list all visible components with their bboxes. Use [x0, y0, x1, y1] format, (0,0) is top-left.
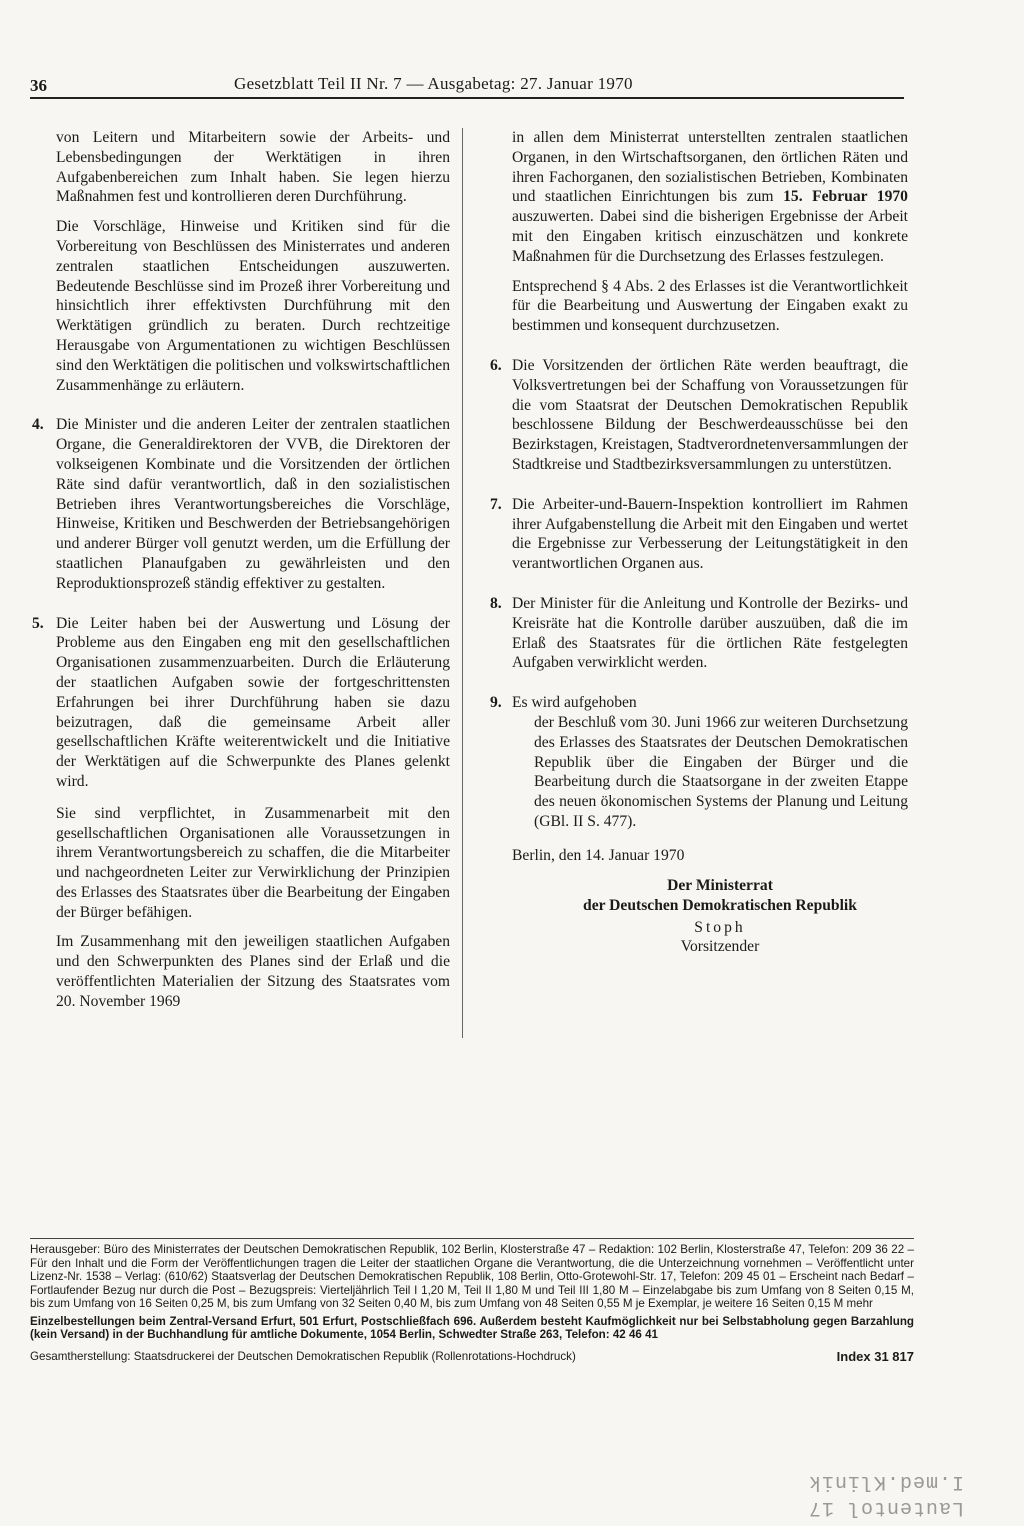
- column-divider: [462, 128, 463, 1038]
- list-item: [490, 495, 908, 574]
- page-number: 36: [30, 76, 47, 95]
- imprint-index: Index 31 817: [836, 1348, 914, 1364]
- right-column: [490, 128, 908, 957]
- item-text: Der Minister für die Anleitung und Kontrolle der Bezirks- und Kreisräte hat die Kontrolle darüber auszuüben, daß die im Erlaß des Staatsrates für die örtlichen Räte festgelegten Aufgaben verwirklicht werden.: [512, 594, 908, 672]
- list-item: [490, 594, 908, 673]
- item-text: Die Leiter haben bei der Auswertung und Lösung der Probleme aus den Eingaben eng mit den gesellschaftlichen Organisationen zusammenzuarbeiten. Durch die Erläuterung der staatlichen Aufgaben sowie der fortgeschrittensten Erfahrungen bei ihrer Durchführung haben sie dazu beizutragen, daß die gemeinsame Arbeit aller gesellschaftlichen Kräfte weiterentwickelt und die Initiative der Werktätigen auf die Schwerpunkte des Planes gelenkt wird.: [56, 614, 450, 790]
- item-number: 8.: [490, 594, 502, 612]
- deadline-date: 15. Februar 1970: [783, 188, 908, 206]
- item-text: Die Vorsitzenden der örtlichen Räte werden beauftragt, die Volksvertretungen bei der Schaffung von Voraussetzungen für die vom Staatsrat der Deutschen Demokratischen Republik beschlossene Bildung der Beschwerdeausschüsse bei den Bezirkstagen, Kreistagen, Stadtverordnetenversammlungen der Stadtkreise und Stadtbezirksversammlungen zu unterstützen.: [512, 356, 908, 473]
- signature-block: [512, 876, 908, 958]
- stamp-line: I.med.Klinik: [807, 1470, 964, 1493]
- item-number: 4.: [32, 416, 44, 434]
- text-run: in allen dem Ministerrat unterstellten zentralen staatlichen Organen, in den Wirtschaftsorganen, den örtlichen Räten und ihren Fachorganen, den sozialistischen Betrieben, Kombinaten und staatlichen Einrichtungen bis zum: [512, 129, 908, 206]
- list-item: [490, 356, 908, 475]
- imprint: [30, 1238, 914, 1363]
- imprint-footer-row: [30, 1350, 914, 1364]
- left-column: [32, 128, 450, 1022]
- signature-org: der Deutschen Demokratischen Republik: [583, 896, 857, 914]
- text-run: auszuwerten. Dabei sind die bisherigen Ergebnisse der Arbeit mit den Eingaben kritisch einzuschätzen und konkrete Maßnahmen für die Durchsetzung des Erlasses festzulegen.: [512, 208, 908, 265]
- paragraph: [512, 128, 908, 267]
- signatory-title: Vorsitzender: [680, 938, 760, 956]
- signature-org: Der Ministerrat: [667, 876, 773, 894]
- item-text: Die Minister und die anderen Leiter der zentralen staatlichen Organe, die Generaldirektoren der VVB, die Direktoren der volkseigenen Kombinate und die Vorsitzenden der örtlichen Räte sind dafür verantwortlich, daß in den sozialistischen Betrieben ihres Verantwortungsbereiches die Vorschläge, Hinweise, Kritiken und Beschwerden der Betriebsangehörigen und anderer Bürger voll genutzt werden, um die Erfüllung der staatlichen Planaufgaben zu gewährleisten und den Reproduktionsprozeß ständig effektiver zu gestalten.: [56, 416, 450, 592]
- imprint-printer: Gesamtherstellung: Staatsdruckerei der Deutschen Demokratischen Republik (Rollenrotations-Hochdruck): [30, 1349, 576, 1363]
- library-stamp: [664, 1468, 964, 1520]
- paragraph: Im Zusammenhang mit den jeweiligen staatlichen Aufgaben und den Schwerpunkten des Planes sind der Erlaß und die veröffentlichten Materialien der Sitzung des Staatsrates vom 20. November 1969: [56, 933, 450, 1010]
- header-rule: [30, 97, 904, 99]
- imprint-orders: Einzelbestellungen beim Zentral-Versand Erfurt, 501 Erfurt, Postschließfach 696. Außerdem besteht Kaufmöglichkeit nur bei Selbstabholung gegen Barzahlung (kein Versand) in der Buchhandlung für amtliche Dokumente, 1054 Berlin, Schwedter Straße 263, Telefon: 42 46 41: [30, 1314, 914, 1341]
- paragraph: Sie sind verpflichtet, in Zusammenarbeit mit den gesellschaftlichen Organisationen alle Voraussetzungen in ihrem Verantwortungsbereich zu schaffen, die die Mitarbeiter und nachgeordneten Leiter zur Verwirklichung der Prinzipien des Erlasses des Staatsrates über die Bearbeitung der Eingaben der Bürger befähigen.: [56, 804, 450, 921]
- running-title: Gesetzblatt Teil II Nr. 7 — Ausgabetag: 27. Januar 1970: [234, 74, 633, 93]
- paragraph: Entsprechend § 4 Abs. 2 des Erlasses ist die Verantwortlichkeit für die Bearbeitung und Auswertung der Eingaben exakt zu bestimmen und konsequent durchzusetzen.: [512, 277, 908, 335]
- paragraph: Die Vorschläge, Hinweise und Kritiken sind für die Vorbereitung von Beschlüssen des Ministerrates und anderen zentralen staatlichen Entscheidungen auszuwerten. Bedeutende Beschlüsse sind im Prozeß ihrer Vorbereitung und hinsichtlich ihrer effektivsten Durchführung mit den Werktätigen gründlich zu beraten. Durch rechtzeitige Herausgabe von Argumentationen zu wichtigen Beschlüssen sind den Werktätigen die politischen und volkswirtschaftlichen Zusammenhänge zu erläutern.: [56, 218, 450, 394]
- paragraph: von Leitern und Mitarbeitern sowie der Arbeits- und Lebensbedingungen der Werktätigen in ihren Aufgabenbereichen zum Inhalt haben. Sie legen hierzu Maßnahmen fest und kontrollieren deren Durchführung.: [56, 129, 450, 206]
- stamp-line: Lautentol 17: [807, 1496, 964, 1519]
- item-number: 7.: [490, 495, 502, 513]
- item-number: 6.: [490, 356, 502, 374]
- item-number: 9.: [490, 694, 502, 712]
- repealed-decision: der Beschluß vom 30. Juni 1966 zur weiteren Durchsetzung des Erlasses des Staatsrates der Deutschen Demokratischen Republik über die Eingaben der Bürger und die Bearbeitung durch die Staatsorgane in der zweiten Etappe des neuen ökonomischen Systems der Planung und Leitung (GBl. II S. 477).: [534, 713, 908, 830]
- list-item: [490, 693, 908, 832]
- imprint-publisher: Herausgeber: Büro des Ministerrates der Deutschen Demokratischen Republik, 102 Berlin, Klosterstraße 47 – Redaktion: 102 Berlin, Klosterstraße 47, Telefon: 209 36 22 – Für den Inhalt und die Form der Veröffentlichungen tragen die Leiter der staatlichen Organe die Verantwortung, die die Unterzeichnung vornehmen – Veröffentlicht unter Lizenz-Nr. 1538 – Verlag: (610/62) Staatsverlag der Deutschen Demokratischen Republik, 108 Berlin, Otto-Grotewohl-Str. 17, Telefon: 209 45 01 – Erscheint nach Bedarf – Fortlaufender Bezug nur durch die Post – Bezugspreis: Vierteljährlich Teil I 1,20 M, Teil II 1,80 M und Teil III 1,80 M – Einzelabgabe bis zum Umfang von 8 Seiten 0,15 M, bis zum Umfang von 16 Seiten 0,25 M, bis zum Umfang von 32 Seiten 0,40 M, bis zum Umfang von 48 Seiten 0,55 M je Exemplar, je weitere 16 Seiten 0,15 M mehr: [30, 1243, 914, 1310]
- item-number: 5.: [32, 614, 44, 632]
- item-text: Die Arbeiter-und-Bauern-Inspektion kontrolliert im Rahmen ihrer Aufgabenstellung die Arbeit mit den Eingaben und wertet die Ergebnisse zur Verbesserung der Leitungstätigkeit in den verantwortlichen Organen aus.: [512, 495, 908, 573]
- list-item: [32, 415, 450, 593]
- signatory-name: Stoph: [694, 918, 746, 936]
- signature-date: Berlin, den 14. Januar 1970: [512, 846, 685, 864]
- list-item: [32, 614, 450, 792]
- item-text: Es wird aufgehoben: [512, 694, 637, 712]
